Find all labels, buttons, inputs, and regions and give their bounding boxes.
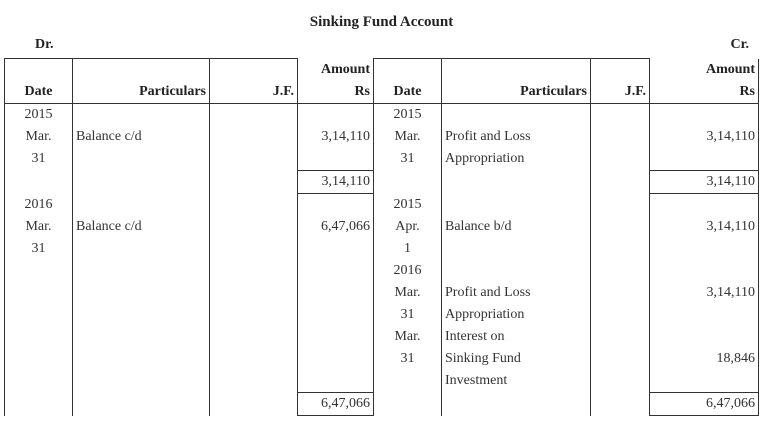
left-jf-cell bbox=[210, 126, 298, 148]
left-particulars-cell bbox=[73, 348, 210, 370]
ledger-row bbox=[5, 126, 759, 148]
right-jf-cell bbox=[591, 194, 650, 217]
left-amount-cell: 6,47,066 bbox=[298, 216, 374, 238]
left-date-cell bbox=[5, 260, 73, 282]
right-particulars-cell: Balance b/d bbox=[442, 216, 591, 238]
left-amount-cell bbox=[298, 238, 374, 260]
left-particulars-cell bbox=[73, 104, 210, 127]
right-jf-cell bbox=[591, 370, 650, 393]
right-jf-cell bbox=[591, 148, 650, 171]
ledger-table bbox=[4, 58, 759, 416]
left-particulars-cell bbox=[73, 238, 210, 260]
right-particulars-cell: Investment bbox=[442, 370, 591, 393]
left-jf-cell bbox=[210, 171, 298, 194]
debit-label: Dr. bbox=[35, 37, 54, 52]
header-jf-left: J.F. bbox=[210, 81, 298, 104]
left-date-cell bbox=[5, 326, 73, 348]
left-date-cell: Mar. bbox=[5, 126, 73, 148]
ledger-row bbox=[5, 194, 759, 217]
right-amount-cell bbox=[650, 238, 759, 260]
right-amount-cell bbox=[650, 194, 759, 217]
right-jf-cell bbox=[591, 216, 650, 238]
left-amount-cell bbox=[298, 148, 374, 171]
header-particulars-right-top bbox=[442, 59, 591, 82]
right-amount-cell: 3,14,110 bbox=[650, 216, 759, 238]
left-jf-cell bbox=[210, 282, 298, 304]
right-particulars-cell bbox=[442, 171, 591, 194]
right-particulars-cell bbox=[442, 238, 591, 260]
right-particulars-cell: Appropriation bbox=[442, 148, 591, 171]
left-jf-cell bbox=[210, 148, 298, 171]
left-date-cell bbox=[5, 171, 73, 194]
ledger-row bbox=[5, 216, 759, 238]
header-jf-right-top bbox=[591, 59, 650, 82]
right-date-cell: Mar. bbox=[374, 326, 442, 348]
right-amount-cell bbox=[650, 104, 759, 127]
right-amount-cell: 6,47,066 bbox=[650, 393, 759, 416]
left-particulars-cell bbox=[73, 194, 210, 217]
right-jf-cell bbox=[591, 304, 650, 326]
left-jf-cell bbox=[210, 326, 298, 348]
left-particulars-cell: Balance c/d bbox=[73, 126, 210, 148]
right-amount-cell bbox=[650, 304, 759, 326]
header-date-left: Date bbox=[5, 81, 73, 104]
right-particulars-cell: Profit and Loss bbox=[442, 282, 591, 304]
right-date-cell: 31 bbox=[374, 348, 442, 370]
right-date-cell bbox=[374, 171, 442, 194]
ledger-row bbox=[5, 304, 759, 326]
header-particulars-right: Particulars bbox=[442, 81, 591, 104]
right-date-cell bbox=[374, 370, 442, 393]
left-amount-cell bbox=[298, 348, 374, 370]
right-date-cell: 2015 bbox=[374, 194, 442, 217]
right-jf-cell bbox=[591, 126, 650, 148]
right-amount-cell: 3,14,110 bbox=[650, 282, 759, 304]
ledger-row bbox=[5, 238, 759, 260]
left-jf-cell bbox=[210, 348, 298, 370]
header-rs-right: Rs bbox=[650, 81, 759, 104]
left-date-cell: 31 bbox=[5, 148, 73, 171]
right-amount-cell bbox=[650, 148, 759, 171]
right-amount-cell: 3,14,110 bbox=[650, 171, 759, 194]
header-date-right: Date bbox=[374, 81, 442, 104]
left-date-cell bbox=[5, 282, 73, 304]
left-jf-cell bbox=[210, 393, 298, 416]
right-particulars-cell bbox=[442, 393, 591, 416]
right-date-cell: 2015 bbox=[374, 104, 442, 127]
right-particulars-cell bbox=[442, 260, 591, 282]
left-particulars-cell: Balance c/d bbox=[73, 216, 210, 238]
account-title: Sinking Fund Account bbox=[309, 14, 454, 30]
right-particulars-cell: Sinking Fund bbox=[442, 348, 591, 370]
ledger-row bbox=[5, 148, 759, 171]
right-jf-cell bbox=[591, 282, 650, 304]
header-jf-left-top bbox=[210, 59, 298, 82]
left-date-cell bbox=[5, 393, 73, 416]
header-date-right-top bbox=[374, 59, 442, 82]
left-particulars-cell bbox=[73, 393, 210, 416]
credit-label: Cr. bbox=[730, 37, 749, 52]
header-amount-left: Amount bbox=[298, 59, 374, 82]
right-date-cell: Apr. bbox=[374, 216, 442, 238]
right-particulars-cell bbox=[442, 194, 591, 217]
left-particulars-cell bbox=[73, 148, 210, 171]
left-date-cell: 2016 bbox=[5, 194, 73, 217]
left-jf-cell bbox=[210, 370, 298, 393]
left-date-cell bbox=[5, 348, 73, 370]
left-particulars-cell bbox=[73, 260, 210, 282]
right-date-cell: 31 bbox=[374, 148, 442, 171]
left-jf-cell bbox=[210, 216, 298, 238]
left-jf-cell bbox=[210, 260, 298, 282]
ledger-row bbox=[5, 348, 759, 370]
left-particulars-cell bbox=[73, 304, 210, 326]
header-date-left-top bbox=[5, 59, 73, 82]
right-particulars-cell bbox=[442, 104, 591, 127]
left-jf-cell bbox=[210, 104, 298, 127]
ledger-body bbox=[5, 104, 759, 416]
left-amount-cell bbox=[298, 282, 374, 304]
right-jf-cell bbox=[591, 348, 650, 370]
left-particulars-cell bbox=[73, 326, 210, 348]
total-row bbox=[5, 393, 759, 416]
left-amount-cell bbox=[298, 104, 374, 127]
left-particulars-cell bbox=[73, 171, 210, 194]
right-jf-cell bbox=[591, 104, 650, 127]
right-amount-cell bbox=[650, 370, 759, 393]
left-amount-cell bbox=[298, 260, 374, 282]
right-date-cell: 1 bbox=[374, 238, 442, 260]
right-particulars-cell: Appropriation bbox=[442, 304, 591, 326]
left-amount-cell: 3,14,110 bbox=[298, 171, 374, 194]
right-date-cell bbox=[374, 393, 442, 416]
left-amount-cell bbox=[298, 326, 374, 348]
total-row bbox=[5, 171, 759, 194]
left-jf-cell bbox=[210, 238, 298, 260]
right-jf-cell bbox=[591, 326, 650, 348]
ledger-row bbox=[5, 282, 759, 304]
right-amount-cell: 3,14,110 bbox=[650, 126, 759, 148]
right-particulars-cell: Interest on bbox=[442, 326, 591, 348]
left-amount-cell: 6,47,066 bbox=[298, 393, 374, 416]
ledger-row bbox=[5, 326, 759, 348]
left-date-cell: 31 bbox=[5, 238, 73, 260]
right-jf-cell bbox=[591, 171, 650, 194]
right-amount-cell: 18,846 bbox=[650, 348, 759, 370]
header-rs-left: Rs bbox=[298, 81, 374, 104]
right-date-cell: Mar. bbox=[374, 126, 442, 148]
header-jf-right: J.F. bbox=[591, 81, 650, 104]
right-amount-cell bbox=[650, 260, 759, 282]
left-date-cell: Mar. bbox=[5, 216, 73, 238]
left-date-cell bbox=[5, 370, 73, 393]
left-date-cell bbox=[5, 304, 73, 326]
right-jf-cell bbox=[591, 260, 650, 282]
left-amount-cell: 3,14,110 bbox=[298, 126, 374, 148]
left-date-cell: 2015 bbox=[5, 104, 73, 127]
right-date-cell: Mar. bbox=[374, 282, 442, 304]
left-amount-cell bbox=[298, 304, 374, 326]
ledger-row bbox=[5, 104, 759, 127]
left-particulars-cell bbox=[73, 370, 210, 393]
right-amount-cell bbox=[650, 326, 759, 348]
right-date-cell: 31 bbox=[374, 304, 442, 326]
right-date-cell: 2016 bbox=[374, 260, 442, 282]
ledger-row bbox=[5, 260, 759, 282]
right-jf-cell bbox=[591, 393, 650, 416]
left-jf-cell bbox=[210, 194, 298, 217]
left-jf-cell bbox=[210, 304, 298, 326]
header-particulars-left-top bbox=[73, 59, 210, 82]
left-particulars-cell bbox=[73, 282, 210, 304]
right-particulars-cell: Profit and Loss bbox=[442, 126, 591, 148]
header-particulars-left: Particulars bbox=[73, 81, 210, 104]
left-amount-cell bbox=[298, 194, 374, 217]
right-jf-cell bbox=[591, 238, 650, 260]
ledger-row bbox=[5, 370, 759, 393]
left-amount-cell bbox=[298, 370, 374, 393]
header-amount-right: Amount bbox=[650, 59, 759, 82]
